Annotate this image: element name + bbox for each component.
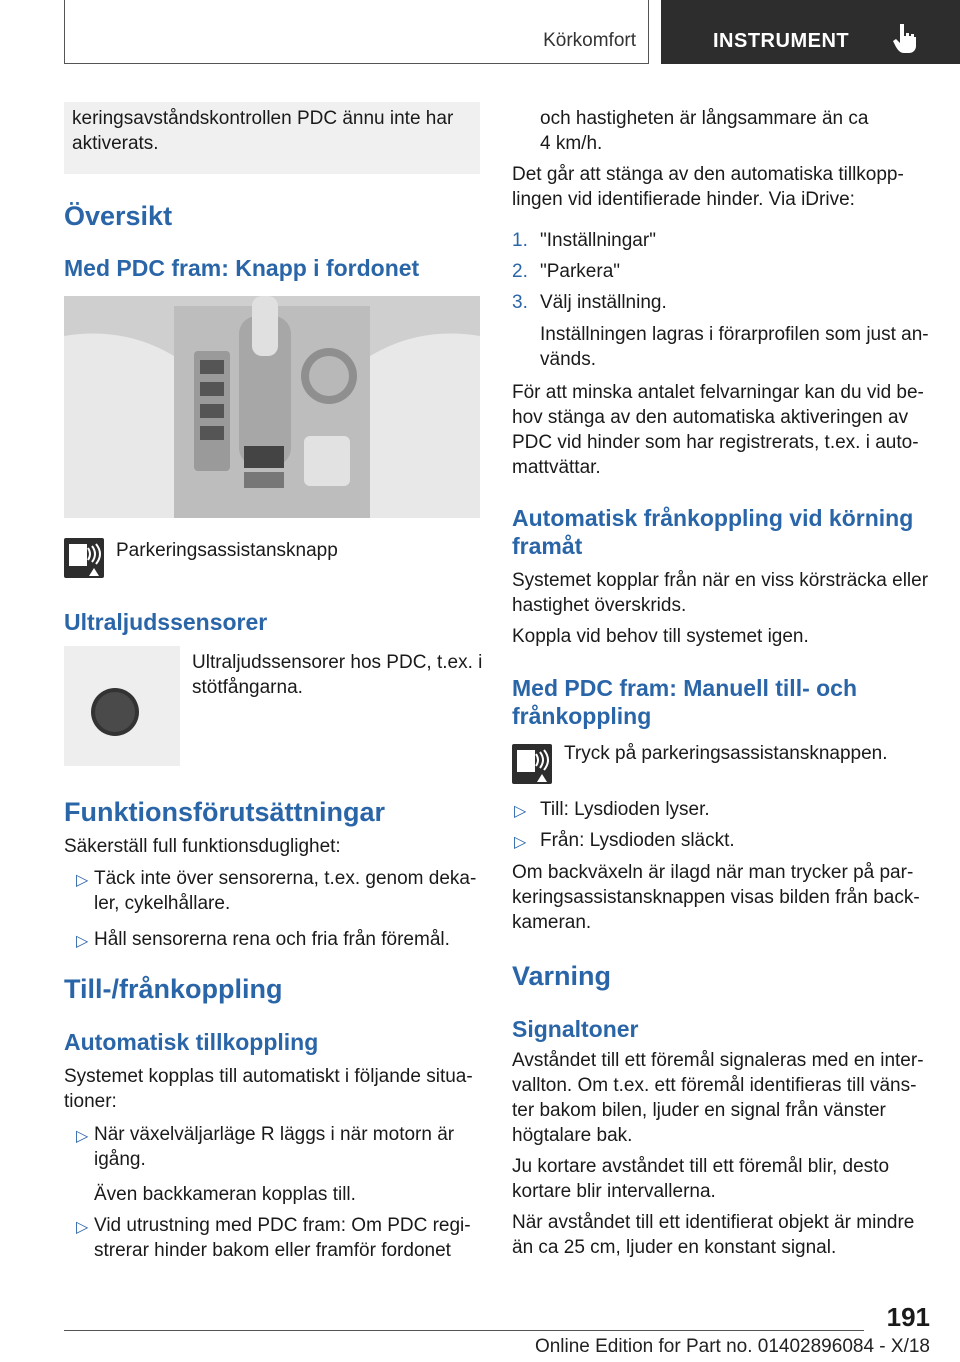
funk-bullet1-line2: ler, cykelhållare. (94, 893, 231, 914)
pointing-hand-icon (893, 22, 919, 54)
p1-line2: lingen vid identifierade hinder. Via iDrive: (512, 189, 855, 210)
header-section-title[interactable]: Körkomfort (543, 30, 636, 51)
step3-sub-line1: Inställningen lagras i förarprofilen som just an- (540, 324, 929, 345)
p3-line2: hastighet överskrids. (512, 595, 687, 616)
s3-line1: När avståndet till ett identifierat objekt är mindre (512, 1212, 915, 1233)
bullet-marker: ▷ (76, 933, 89, 950)
header-active-tab[interactable] (661, 0, 960, 64)
p2-line2: hov stänga av den automatiska aktiveringen av (512, 407, 909, 428)
console-illustration (64, 296, 480, 518)
step-number: 3. (512, 292, 528, 313)
p5-line1: Om backväxeln är ilagd när man trycker på par- (512, 862, 914, 883)
step-number: 2. (512, 261, 528, 282)
manuell-bullet1: Till: Lysdioden lyser. (540, 799, 710, 820)
funk-bullet1-line1: Täck inte över sensorerna, t.ex. genom deka- (94, 868, 477, 889)
s3-line2: än ca 25 cm, ljuder en konstant signal. (512, 1237, 837, 1258)
step-text: "Parkera" (540, 261, 621, 282)
header-bottom-rule (64, 63, 649, 64)
s2-line2: kortare blir intervallerna. (512, 1181, 716, 1202)
step-number: 1. (512, 230, 528, 251)
sensor-photo (64, 646, 180, 766)
manuell-bullet2: Från: Lysdioden släckt. (540, 830, 735, 851)
s2-line1: Ju kortare avståndet till ett föremål blir, desto (512, 1156, 890, 1177)
heading-signaltoner: Signaltoner (512, 1016, 639, 1042)
s1-line1: Avståndet till ett föremål signaleras med en inter- (512, 1050, 924, 1071)
header-active-tab-label: INSTRUMENT (713, 30, 850, 52)
footer-rule (64, 1330, 864, 1331)
bullet-marker: ▷ (76, 872, 89, 889)
ultra-text-line1: Ultraljudssensorer hos PDC, t.ex. i (192, 652, 483, 673)
funk-intro: Säkerställ full funktionsduglighet: (64, 836, 341, 857)
ultra-text-line2: stötfångarna. (192, 677, 303, 698)
step3-sub-line2: vänds. (540, 349, 596, 370)
heading-funktion: Funktionsförutsättningar (64, 797, 385, 827)
button-caption: Parkeringsassistansknapp (116, 540, 338, 561)
parking-assist-icon (512, 744, 552, 784)
p2-line1: För att minska antalet felvarningar kan du vid be- (512, 382, 924, 403)
bullet-marker: ▷ (514, 803, 527, 820)
p1-line1: Det går att stänga av den automatiska tillkopp- (512, 164, 904, 185)
p5-line2: keringsassistansknappen visas bilden från back- (512, 887, 920, 908)
page-number: 191 (886, 1302, 930, 1332)
funk-bullet2: Håll sensorerna rena och fria från föremål. (94, 929, 450, 950)
heading-varning: Varning (512, 961, 612, 991)
p4: Koppla vid behov till systemet igen. (512, 626, 809, 647)
auto-bullet1-line1: När växelväljarläge R läggs i när motorn är (94, 1124, 455, 1145)
header-left-rule (64, 0, 65, 64)
heading-oversikt: Översikt (64, 201, 173, 231)
note-text-line2: aktiverats. (72, 133, 159, 154)
heading-pdc-knapp: Med PDC fram: Knapp i fordonet (64, 255, 420, 281)
auto-bullet2-line1: Vid utrustning med PDC fram: Om PDC regi- (94, 1215, 471, 1236)
bullet-marker: ▷ (514, 834, 527, 851)
note-text-line1: keringsavståndskontrollen PDC ännu inte har (72, 108, 454, 129)
p2-line3: PDC vid hinder som har registrerats, t.ex. i auto- (512, 432, 919, 453)
edition-text: Online Edition for Part no. 01402896084 - X/18 (534, 1336, 930, 1357)
cont-line2: 4 km/h. (540, 133, 603, 154)
p3-line1: Systemet kopplar från när en viss körsträcka eller (512, 570, 929, 591)
auto-bullet1-line2: igång. (94, 1149, 146, 1170)
s1-line3: ter bakom bilen, ljuder en signal från vänster (512, 1100, 886, 1121)
bullet-marker: ▷ (76, 1219, 89, 1236)
p5-line3: kameran. (512, 912, 592, 933)
heading-auto-fran-line1: Automatisk frånkoppling vid körning (512, 505, 914, 531)
bullet-marker: ▷ (76, 1128, 89, 1145)
header-separator (648, 0, 649, 64)
p2-line4: mattvättar. (512, 457, 601, 478)
manuell-text: Tryck på parkeringsassistansknappen. (564, 743, 888, 764)
heading-manuell-line1: Med PDC fram: Manuell till- och (512, 675, 858, 701)
heading-auto-till: Automatisk tillkoppling (64, 1029, 319, 1055)
step-text: "Inställningar" (540, 230, 656, 251)
console-photo (64, 296, 480, 518)
auto-text-line1: Systemet kopplas till automatiskt i följande situa- (64, 1066, 473, 1087)
cont-line1: och hastigheten är långsammare än ca (540, 108, 869, 129)
heading-manuell-line2: frånkoppling (512, 703, 652, 729)
s1-line4: högtalare bak. (512, 1125, 633, 1146)
heading-till-fran: Till-/frånkoppling (64, 974, 283, 1004)
auto-bullet2-line2: strerar hinder bakom eller framför fordonet (94, 1240, 451, 1261)
sensor-illustration (64, 646, 180, 766)
parking-assist-icon (64, 538, 104, 578)
heading-ultra: Ultraljudssensorer (64, 609, 268, 635)
auto-bullet1-sub: Även backkameran kopplas till. (94, 1184, 356, 1205)
auto-text-line2: tioner: (64, 1091, 117, 1112)
step-text: Välj inställning. (540, 292, 667, 313)
s1-line2: vallton. Om t.ex. ett föremål identifieras till väns- (512, 1075, 917, 1096)
heading-auto-fran-line2: framåt (512, 533, 583, 559)
